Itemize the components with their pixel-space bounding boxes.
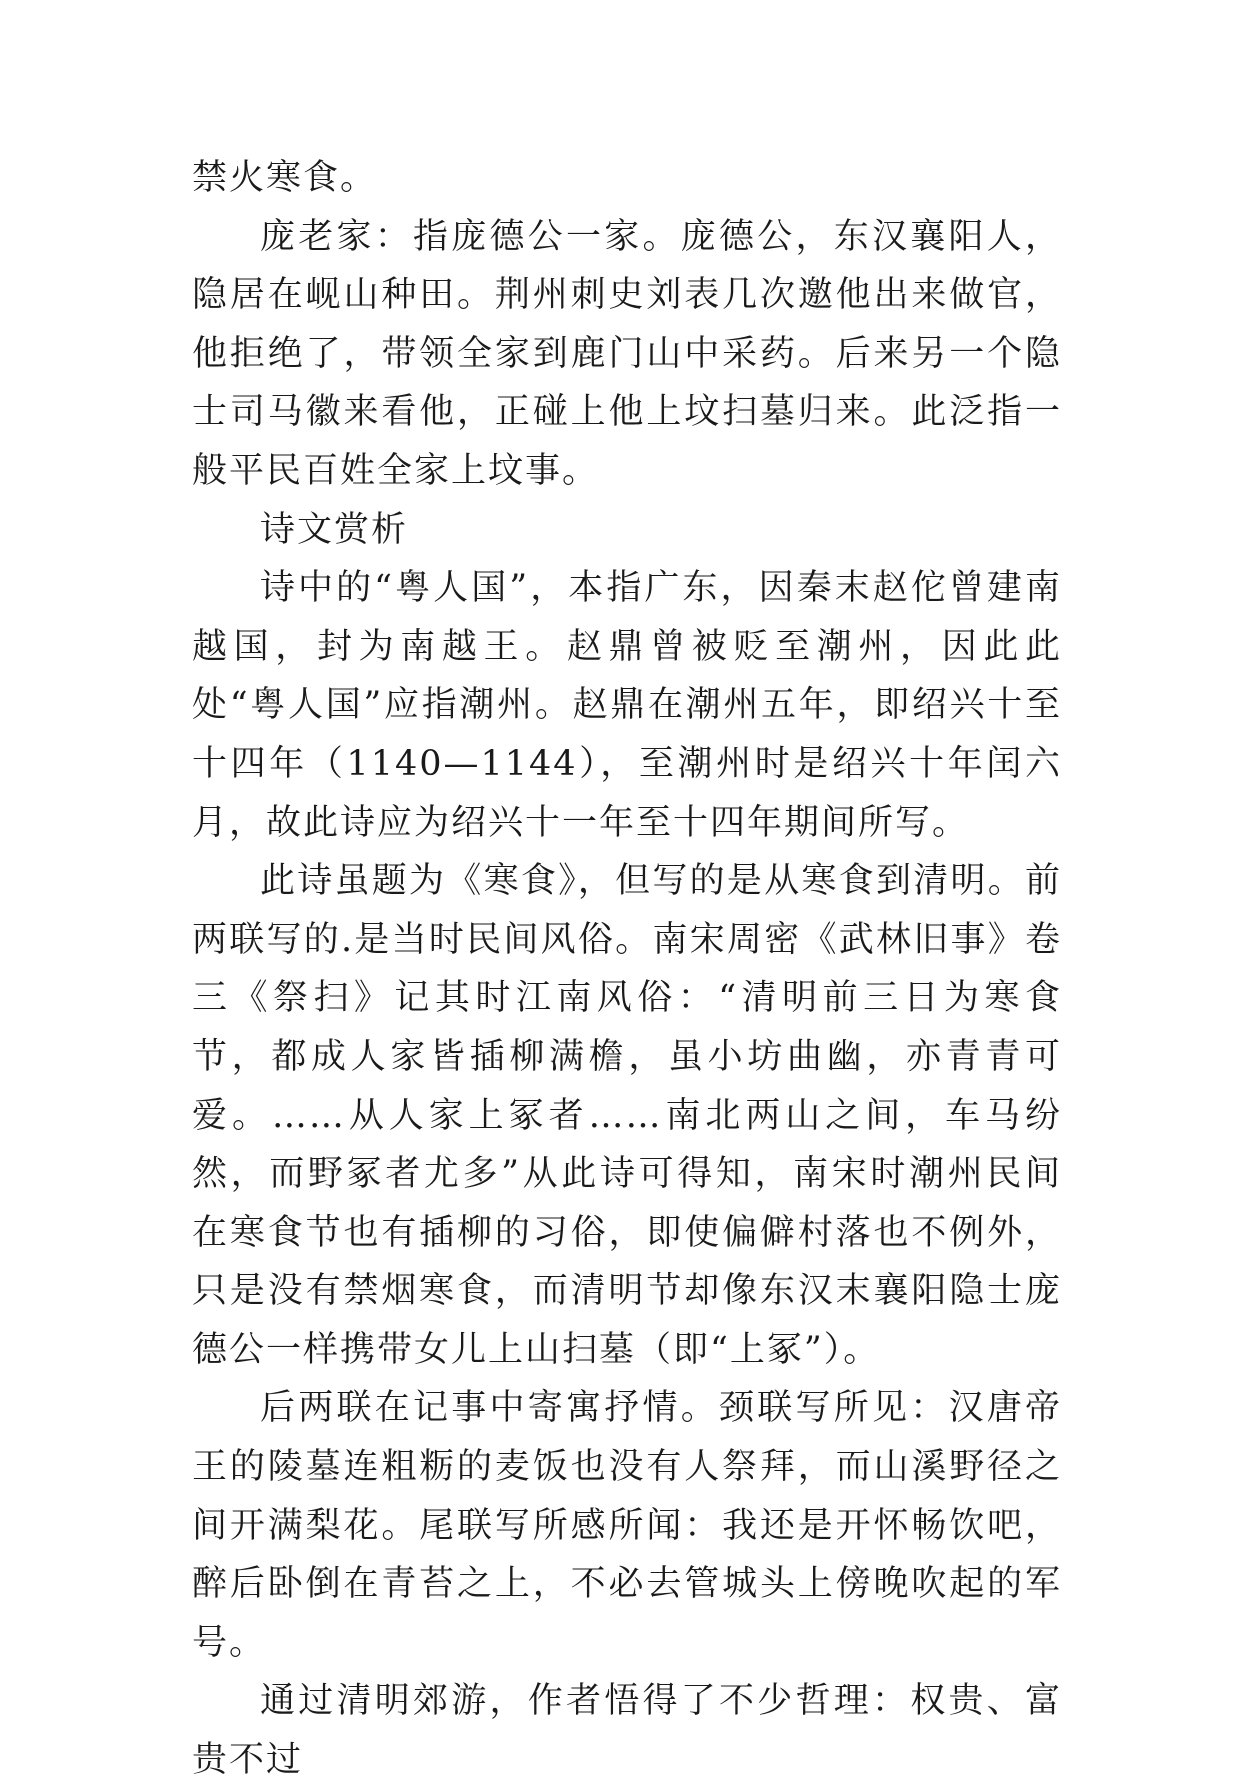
section-heading-appreciation: 诗文赏析 — [260, 509, 409, 550]
document-page — [192, 149, 1062, 1790]
paragraph-yue-country: 诗中的“粤人国”，本指广东，因秦末赵佗曾建南越国，封为南越王。赵鼎曾被贬至潮州，因此此处“粤人国”应指潮州。赵鼎在潮州五年，即绍兴十至十四年（1140—1144），至潮州时是绍兴十年闰六月，故此诗应为绍兴十一年至十四年期间所写。 — [192, 568, 1062, 843]
paragraph-hanshi-customs: 此诗虽题为《寒食》，但写的是从寒食到清明。前两联写的.是当时民间风俗。南宋周密《武林旧事》卷三《祭扫》记其时江南风俗：“清明前三日为寒食节，都成人家皆插柳满檐，虽小坊曲幽，亦青青可爱。……从人家上冢者……南北两山之间，车马纷然，而野冢者尤多”从此诗可得知，南宋时潮州民间在寒食节也有插柳的习俗，即使偏僻村落也不例外，只是没有禁烟寒食，而清明节却像东汉末襄阳隐士庞德公一样携带女儿上山扫墓（即“上冢”）。 — [192, 861, 1062, 1370]
paragraph-philosophy: 通过清明郊游，作者悟得了不少哲理：权贵、富贵不过 — [192, 1681, 1062, 1781]
paragraph-latter-couplets: 后两联在记事中寄寓抒情。颈联写所见：汉唐帝王的陵墓连粗粝的麦饭也没有人祭拜，而山溪野径之间开满梨花。尾联写所感所闻：我还是开怀畅饮吧，醉后卧倒在青苔之上，不必去管城头上傍晚吹起的军号。 — [192, 1388, 1062, 1663]
paragraph-continuation: 禁火寒食。 — [192, 158, 378, 198]
paragraph-pang-family-note: 庞老家：指庞德公一家。庞德公，东汉襄阳人，隐居在岘山种田。荆州刺史刘表几次邀他出来做官，他拒绝了，带领全家到鹿门山中采药。后来另一个隐士司马徽来看他，正碰上他上坟扫墓归来。此泛指一般平民百姓全家上坟事。 — [192, 216, 1062, 491]
